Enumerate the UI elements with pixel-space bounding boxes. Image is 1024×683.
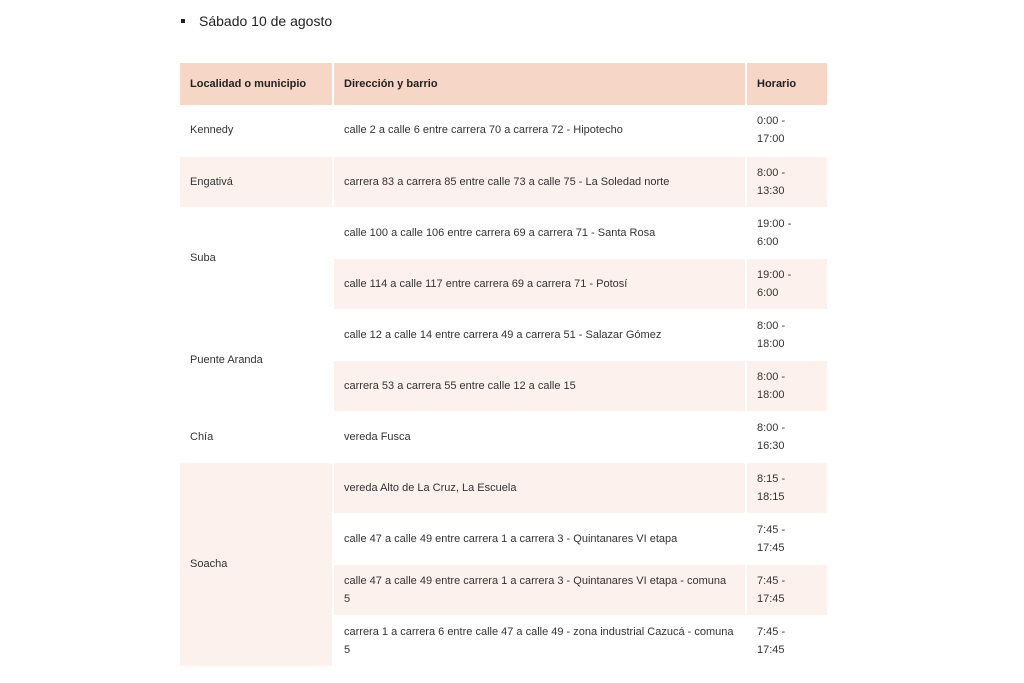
locality-cell: Suba [180, 207, 333, 309]
time-end: 17:45 [757, 592, 785, 605]
schedule-cell [746, 615, 828, 666]
time-end: 18:00 [757, 337, 785, 350]
time-end: 18:00 [757, 388, 785, 401]
address-cell: calle 100 a calle 106 entre carrera 69 a carrera 71 - Santa Rosa [333, 207, 746, 258]
closures-table [180, 63, 829, 667]
schedule-cell [746, 156, 828, 207]
address-cell: carrera 83 a carrera 85 entre calle 73 a calle 75 - La Soledad norte [333, 156, 746, 207]
time-end: 18:15 [757, 490, 785, 503]
schedule-cell [746, 258, 828, 309]
schedule-cell [746, 513, 828, 564]
address-cell: vereda Fusca [333, 411, 746, 462]
locality-cell: Engativá [180, 156, 333, 207]
date-heading: Sábado 10 de agosto [199, 13, 333, 29]
address-cell: calle 2 a calle 6 entre carrera 70 a carrera 72 - Hipotecho [333, 105, 746, 156]
time-start: 7:45 - [757, 625, 786, 638]
schedule-cell [746, 462, 828, 513]
schedule-cell [746, 309, 828, 360]
time-end: 6:00 [757, 235, 779, 248]
header-locality: Localidad o municipio [180, 63, 333, 105]
time-start: 8:00 - [757, 370, 786, 383]
date-list [181, 11, 332, 31]
schedule-cell [746, 564, 828, 615]
schedule-cell [746, 360, 828, 411]
time-start: 19:00 - [757, 217, 792, 230]
time-start: 19:00 - [757, 268, 792, 281]
locality-cell: Kennedy [180, 105, 333, 156]
schedule-cell [746, 105, 828, 156]
header-schedule: Horario [746, 63, 828, 105]
header-address: Dirección y barrio [333, 63, 746, 105]
schedule-cell [746, 207, 828, 258]
table-header-row [180, 63, 828, 105]
table-row [180, 207, 828, 258]
address-cell: calle 47 a calle 49 entre carrera 1 a carrera 3 - Quintanares VI etapa [333, 513, 746, 564]
time-end: 13:30 [757, 184, 785, 197]
time-start: 8:00 - [757, 421, 786, 434]
address-cell: calle 12 a calle 14 entre carrera 49 a carrera 51 - Salazar Gómez [333, 309, 746, 360]
address-cell: carrera 1 a carrera 6 entre calle 47 a calle 49 - zona industrial Cazucá - comuna 5 [333, 615, 746, 666]
table-row [180, 156, 828, 207]
time-start: 8:15 - [757, 472, 786, 485]
address-cell: vereda Alto de La Cruz, La Escuela [333, 462, 746, 513]
time-end: 6:00 [757, 286, 779, 299]
table-row [180, 309, 828, 360]
time-start: 8:00 - [757, 166, 786, 179]
locality-cell: Soacha [180, 462, 333, 666]
table-row [180, 411, 828, 462]
locality-cell: Chía [180, 411, 333, 462]
time-end: 17:45 [757, 643, 785, 656]
time-start: 0:00 - [757, 115, 786, 128]
table-row [180, 105, 828, 156]
time-end: 16:30 [757, 439, 785, 452]
address-cell: calle 47 a calle 49 entre carrera 1 a carrera 3 - Quintanares VI etapa - comuna 5 [333, 564, 746, 615]
date-list-item [181, 11, 332, 31]
table-row [180, 462, 828, 513]
address-cell: calle 114 a calle 117 entre carrera 69 a carrera 71 - Potosí [333, 258, 746, 309]
square-bullet-icon [181, 19, 185, 23]
schedule-cell [746, 411, 828, 462]
address-cell: carrera 53 a carrera 55 entre calle 12 a calle 15 [333, 360, 746, 411]
time-start: 8:00 - [757, 319, 786, 332]
time-start: 7:45 - [757, 523, 786, 536]
locality-cell: Puente Aranda [180, 309, 333, 411]
time-end: 17:00 [757, 133, 785, 146]
time-start: 7:45 - [757, 574, 786, 587]
time-end: 17:45 [757, 541, 785, 554]
